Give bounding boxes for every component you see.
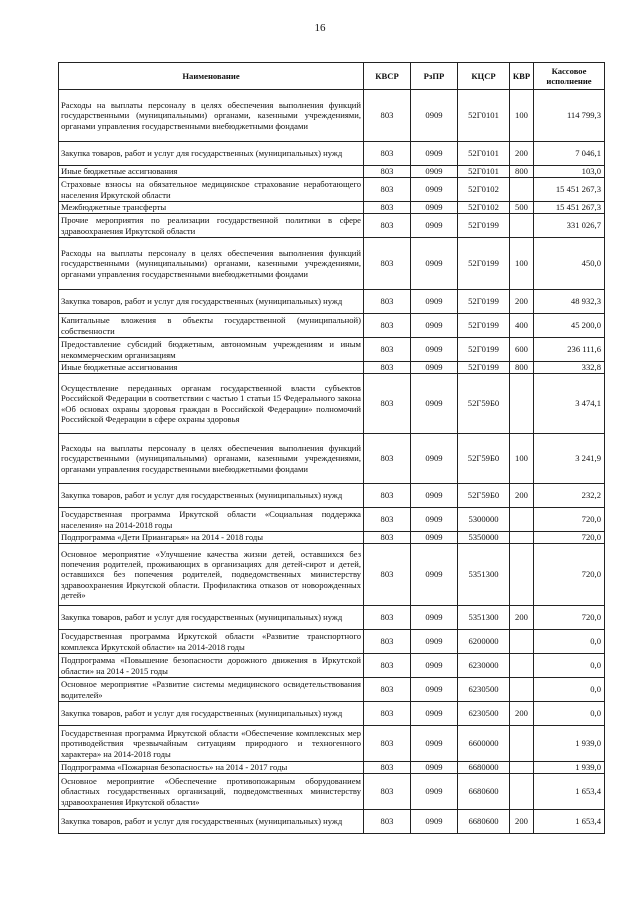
row-name: Межбюджетные трансферты: [59, 202, 364, 214]
row-rzpr: 0909: [411, 214, 458, 238]
row-amount: 720,0: [534, 532, 605, 544]
row-kcsr: 52Г0101: [458, 142, 510, 166]
row-name: Расходы на выплаты персоналу в целях обеспечения выполнения функций государственными (муниципальными) органами, казенными учреждениями, органами управления государственными внебюджетными фондами: [59, 434, 364, 484]
table-row: [59, 654, 605, 678]
row-name: Основное мероприятие «Развитие системы медицинского освидетельствования водителей»: [59, 678, 364, 702]
row-name: Предоставление субсидий бюджетным, автономным учреждениям и иным некоммерческим организациям: [59, 338, 364, 362]
row-amount: 720,0: [534, 606, 605, 630]
row-amount: 3 241,9: [534, 434, 605, 484]
row-amount: 1 653,4: [534, 774, 605, 810]
row-kvsr: 803: [364, 702, 411, 726]
row-kvsr: 803: [364, 762, 411, 774]
row-kvr: [510, 726, 534, 762]
row-rzpr: 0909: [411, 178, 458, 202]
table-row: [59, 544, 605, 606]
row-rzpr: 0909: [411, 202, 458, 214]
row-kvr: 600: [510, 338, 534, 362]
row-amount: 15 451 267,3: [534, 178, 605, 202]
row-kvr: [510, 630, 534, 654]
table-row: [59, 774, 605, 810]
row-kcsr: 6680600: [458, 774, 510, 810]
table-row: [59, 142, 605, 166]
row-amount: 232,2: [534, 484, 605, 508]
row-rzpr: 0909: [411, 774, 458, 810]
row-amount: 332,8: [534, 362, 605, 374]
table-row: [59, 314, 605, 338]
row-kcsr: 52Г0199: [458, 338, 510, 362]
table-row: [59, 630, 605, 654]
row-kvsr: 803: [364, 544, 411, 606]
row-kcsr: 52Г0102: [458, 178, 510, 202]
row-kvr: [510, 544, 534, 606]
row-kvsr: 803: [364, 810, 411, 834]
row-rzpr: 0909: [411, 90, 458, 142]
row-kvr: 400: [510, 314, 534, 338]
row-rzpr: 0909: [411, 726, 458, 762]
row-kvsr: 803: [364, 434, 411, 484]
row-kvsr: 803: [364, 142, 411, 166]
row-kcsr: 5350000: [458, 532, 510, 544]
row-name: Страховые взносы на обязательное медицинское страхование неработающего населения Иркутской области: [59, 178, 364, 202]
budget-table: [58, 62, 605, 834]
table-row: [59, 606, 605, 630]
row-kcsr: 6230500: [458, 678, 510, 702]
page-number: 16: [314, 22, 326, 34]
row-name: Расходы на выплаты персоналу в целях обеспечения выполнения функций государственными (муниципальными) органами, казенными учреждениями, органами управления государственными внебюджетными фондами: [59, 90, 364, 142]
row-amount: 7 046,1: [534, 142, 605, 166]
row-name: Подпрограмма «Дети Приангарья» на 2014 - 2018 годы: [59, 532, 364, 544]
row-name: Закупка товаров, работ и услуг для государственных (муниципальных) нужд: [59, 606, 364, 630]
row-kcsr: 52Г0102: [458, 202, 510, 214]
row-kvsr: 803: [364, 630, 411, 654]
row-rzpr: 0909: [411, 678, 458, 702]
row-kvr: 800: [510, 362, 534, 374]
row-name: Государственная программа Иркутской области «Обеспечение комплексных мер противодействия чрезвычайным ситуациям природного и техногенного характера» на 2014-2018 годы: [59, 726, 364, 762]
row-rzpr: 0909: [411, 630, 458, 654]
row-amount: 45 200,0: [534, 314, 605, 338]
row-name: Расходы на выплаты персоналу в целях обеспечения выполнения функций государственными (муниципальными) органами, казенными учреждениями, органами управления государственными внебюджетными фондами: [59, 238, 364, 290]
row-kvsr: 803: [364, 774, 411, 810]
row-kvr: 100: [510, 434, 534, 484]
row-rzpr: 0909: [411, 508, 458, 532]
table-row: [59, 202, 605, 214]
row-name: Основное мероприятие «Обеспечение противопожарным оборудованием областных государственных организаций, подведомственных министерству здравоохранения Иркутской области»: [59, 774, 364, 810]
table-row: [59, 238, 605, 290]
row-kvsr: 803: [364, 238, 411, 290]
row-kcsr: 52Г0199: [458, 238, 510, 290]
row-kcsr: 5351300: [458, 544, 510, 606]
row-kvsr: 803: [364, 678, 411, 702]
row-kcsr: 52Г0199: [458, 362, 510, 374]
row-kvr: [510, 508, 534, 532]
row-rzpr: 0909: [411, 606, 458, 630]
row-name: Закупка товаров, работ и услуг для государственных (муниципальных) нужд: [59, 142, 364, 166]
table-row: [59, 532, 605, 544]
table-row: [59, 726, 605, 762]
row-kcsr: 6680600: [458, 810, 510, 834]
row-kcsr: 52Г59Б0: [458, 484, 510, 508]
row-name: Закупка товаров, работ и услуг для государственных (муниципальных) нужд: [59, 484, 364, 508]
row-rzpr: 0909: [411, 544, 458, 606]
row-kvsr: 803: [364, 90, 411, 142]
row-kvr: 200: [510, 606, 534, 630]
row-kvsr: 803: [364, 484, 411, 508]
table-row: [59, 374, 605, 434]
row-kcsr: 5351300: [458, 606, 510, 630]
header-row: [59, 63, 605, 90]
row-kvsr: 803: [364, 290, 411, 314]
row-amount: 114 799,3: [534, 90, 605, 142]
row-amount: 720,0: [534, 508, 605, 532]
row-kcsr: 5300000: [458, 508, 510, 532]
header-amount: Кассовое исполнение: [534, 63, 605, 90]
row-kcsr: 52Г0101: [458, 90, 510, 142]
row-amount: 0,0: [534, 630, 605, 654]
table-row: [59, 762, 605, 774]
row-name: Капитальные вложения в объекты государственной (муниципальной) собственности: [59, 314, 364, 338]
row-kcsr: 6600000: [458, 726, 510, 762]
row-kcsr: 52Г0199: [458, 290, 510, 314]
row-kvr: [510, 374, 534, 434]
row-rzpr: 0909: [411, 338, 458, 362]
table-row: [59, 290, 605, 314]
row-rzpr: 0909: [411, 362, 458, 374]
row-name: Иные бюджетные ассигнования: [59, 166, 364, 178]
row-amount: 331 026,7: [534, 214, 605, 238]
row-name: Иные бюджетные ассигнования: [59, 362, 364, 374]
row-name: Закупка товаров, работ и услуг для государственных (муниципальных) нужд: [59, 290, 364, 314]
row-name: Закупка товаров, работ и услуг для государственных (муниципальных) нужд: [59, 810, 364, 834]
row-amount: 3 474,1: [534, 374, 605, 434]
row-rzpr: 0909: [411, 314, 458, 338]
row-rzpr: 0909: [411, 166, 458, 178]
row-amount: 15 451 267,3: [534, 202, 605, 214]
row-rzpr: 0909: [411, 142, 458, 166]
row-kvsr: 803: [364, 362, 411, 374]
row-amount: 0,0: [534, 654, 605, 678]
row-kvr: [510, 178, 534, 202]
table-row: [59, 214, 605, 238]
table-row: [59, 90, 605, 142]
row-amount: 236 111,6: [534, 338, 605, 362]
row-kvsr: 803: [364, 166, 411, 178]
row-kvr: [510, 774, 534, 810]
row-kvsr: 803: [364, 532, 411, 544]
row-rzpr: 0909: [411, 532, 458, 544]
row-kcsr: 6230500: [458, 702, 510, 726]
row-kvr: 500: [510, 202, 534, 214]
row-kvsr: 803: [364, 202, 411, 214]
row-rzpr: 0909: [411, 484, 458, 508]
table-row: [59, 178, 605, 202]
table-row: [59, 362, 605, 374]
row-name: Подпрограмма «Пожарная безопасность» на 2014 - 2017 годы: [59, 762, 364, 774]
row-amount: 48 932,3: [534, 290, 605, 314]
table-row: [59, 434, 605, 484]
row-name: Прочие мероприятия по реализации государственной политики в сфере здравоохранения Иркутской области: [59, 214, 364, 238]
row-kvsr: 803: [364, 178, 411, 202]
row-kvr: [510, 654, 534, 678]
row-kvsr: 803: [364, 508, 411, 532]
row-amount: 103,0: [534, 166, 605, 178]
row-amount: 1 939,0: [534, 726, 605, 762]
row-kcsr: 52Г59Б0: [458, 434, 510, 484]
row-name: Подпрограмма «Повышение безопасности дорожного движения в Иркутской области» на 2014 - 2015 годы: [59, 654, 364, 678]
table-row: [59, 484, 605, 508]
header-kvr: КВР: [510, 63, 534, 90]
row-name: Основное мероприятие «Улучшение качества жизни детей, оставшихся без попечения родителей, проживающих в организациях для детей-сирот и детей, оставшихся без попечения родителей, подведомственных министерству здравоохранения Иркутской области. Профилактика отказов от новорожденных детей»: [59, 544, 364, 606]
row-rzpr: 0909: [411, 654, 458, 678]
row-name: Государственная программа Иркутской области «Социальная поддержка населения» на 2014-2018 годы: [59, 508, 364, 532]
row-kvr: 200: [510, 702, 534, 726]
table-row: [59, 810, 605, 834]
row-kvr: [510, 678, 534, 702]
row-name: Закупка товаров, работ и услуг для государственных (муниципальных) нужд: [59, 702, 364, 726]
row-kcsr: 6200000: [458, 630, 510, 654]
row-kvsr: 803: [364, 214, 411, 238]
row-kvr: 200: [510, 484, 534, 508]
row-amount: 720,0: [534, 544, 605, 606]
row-kvr: 100: [510, 238, 534, 290]
row-amount: 0,0: [534, 702, 605, 726]
row-kvr: 800: [510, 166, 534, 178]
row-kcsr: 6230000: [458, 654, 510, 678]
row-kvsr: 803: [364, 314, 411, 338]
table-row: [59, 508, 605, 532]
row-kvr: [510, 762, 534, 774]
row-rzpr: 0909: [411, 434, 458, 484]
row-amount: 1 653,4: [534, 810, 605, 834]
row-kvr: 200: [510, 810, 534, 834]
row-kvsr: 803: [364, 726, 411, 762]
header-kvsr: КВСР: [364, 63, 411, 90]
row-kvr: [510, 532, 534, 544]
row-amount: 1 939,0: [534, 762, 605, 774]
row-kcsr: 52Г0101: [458, 166, 510, 178]
row-kvsr: 803: [364, 606, 411, 630]
row-rzpr: 0909: [411, 762, 458, 774]
row-kvr: 200: [510, 290, 534, 314]
row-name: Осуществление переданных органам государственной власти субъектов Российской Федерации в соответствии с частью 1 статьи 15 Федерального закона «Об основах охраны здоровья граждан в Российской Федерации» полномочий Российской Федерации в сфере охраны здоровья: [59, 374, 364, 434]
row-name: Государственная программа Иркутской области «Развитие транспортного комплекса Иркутской области» на 2014-2018 годы: [59, 630, 364, 654]
row-kvr: 200: [510, 142, 534, 166]
table-row: [59, 678, 605, 702]
row-kcsr: 6680000: [458, 762, 510, 774]
row-rzpr: 0909: [411, 702, 458, 726]
row-rzpr: 0909: [411, 374, 458, 434]
row-amount: 0,0: [534, 678, 605, 702]
row-kvsr: 803: [364, 654, 411, 678]
table-row: [59, 338, 605, 362]
table-row: [59, 702, 605, 726]
row-kvr: [510, 214, 534, 238]
header-rzpr: РзПР: [411, 63, 458, 90]
table-row: [59, 166, 605, 178]
row-amount: 450,0: [534, 238, 605, 290]
row-kcsr: 52Г59Б0: [458, 374, 510, 434]
header-kcsr: КЦСР: [458, 63, 510, 90]
header-name: Наименование: [59, 63, 364, 90]
row-kvsr: 803: [364, 374, 411, 434]
row-rzpr: 0909: [411, 238, 458, 290]
row-kvr: 100: [510, 90, 534, 142]
row-kvsr: 803: [364, 338, 411, 362]
row-kcsr: 52Г0199: [458, 314, 510, 338]
row-rzpr: 0909: [411, 290, 458, 314]
row-rzpr: 0909: [411, 810, 458, 834]
row-kcsr: 52Г0199: [458, 214, 510, 238]
table-body: [59, 90, 605, 834]
